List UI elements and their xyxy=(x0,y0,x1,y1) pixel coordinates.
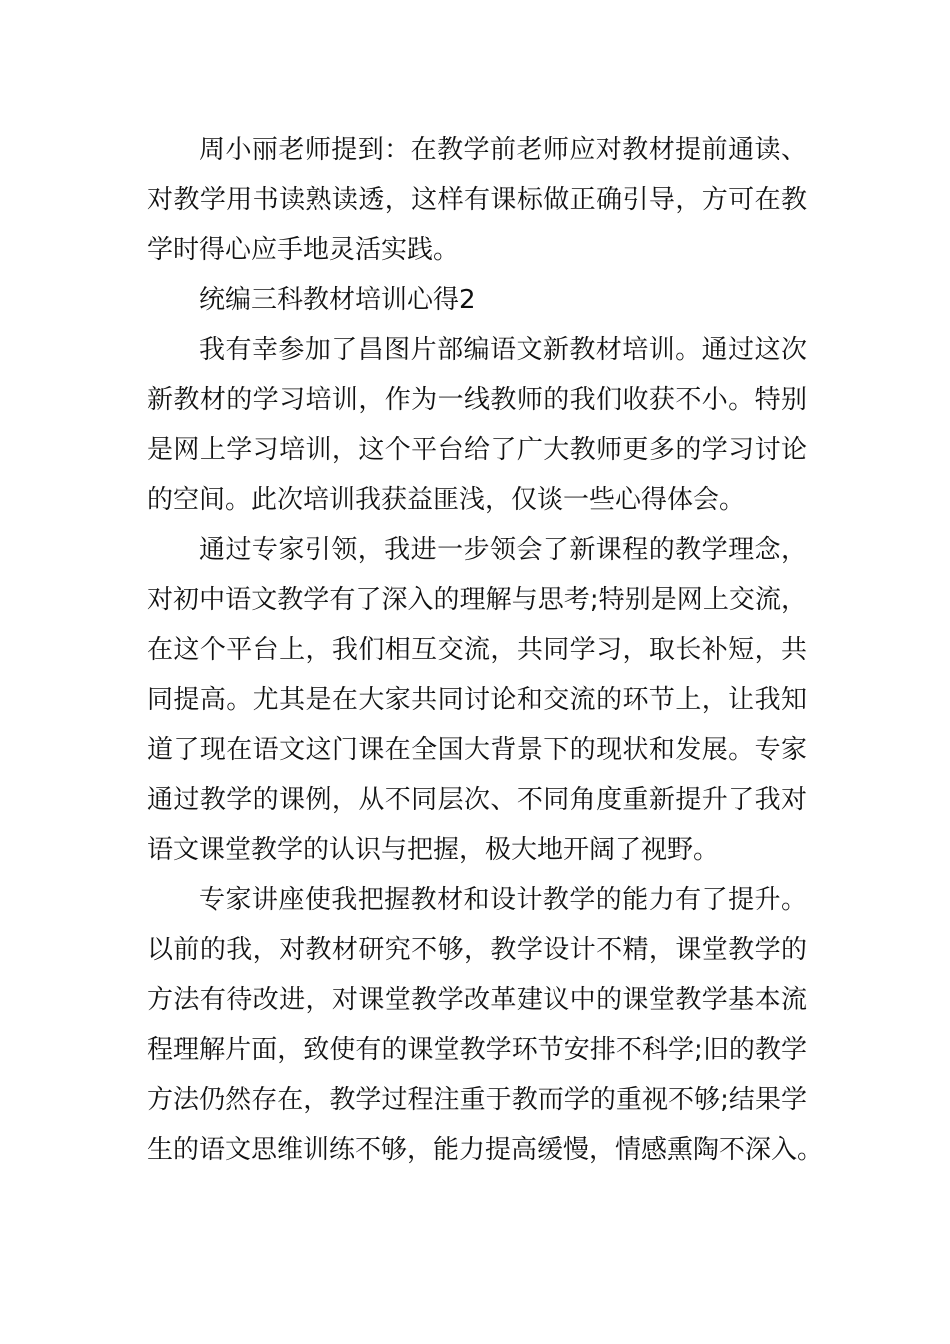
paragraph-line: 生的语文思维训练不够，能力提高缓慢，情感熏陶不深入。 xyxy=(147,1135,824,1165)
paragraph-line: 同提高。尤其是在大家共同讨论和交流的环节上，让我知 xyxy=(147,685,807,715)
paragraph-line: 语文课堂教学的认识与把握，极大地开阔了视野。 xyxy=(147,835,720,865)
paragraph-line: 通过教学的课例，从不同层次、不同角度重新提升了我对 xyxy=(147,785,807,815)
paragraph-line: 通过专家引领，我进一步领会了新课程的教学理念， xyxy=(199,535,807,565)
paragraph-line: 程理解片面，致使有的课堂教学环节安排不科学;旧的教学 xyxy=(147,1035,807,1065)
paragraph-line: 学时得心应手地灵活实践。 xyxy=(147,235,460,265)
paragraph-line: 我有幸参加了昌图片部编语文新教材培训。通过这次 xyxy=(199,335,807,365)
paragraph-line: 对教学用书读熟读透，这样有课标做正确引导，方可在教 xyxy=(147,185,807,215)
paragraph-line: 以前的我，对教材研究不够，教学设计不精，课堂教学的 xyxy=(147,935,807,965)
paragraph-line: 方法仍然存在，教学过程注重于教而学的重视不够;结果学 xyxy=(147,1085,807,1115)
paragraph-line: 道了现在语文这门课在全国大背景下的现状和发展。专家 xyxy=(147,735,807,765)
paragraph-line: 在这个平台上，我们相互交流，共同学习，取长补短，共 xyxy=(147,635,807,665)
paragraph-line: 方法有待改进，对课堂教学改革建议中的课堂教学基本流 xyxy=(147,985,807,1015)
paragraph-line: 的空间。此次培训我获益匪浅，仅谈一些心得体会。 xyxy=(147,485,746,515)
paragraph-line: 新教材的学习培训，作为一线教师的我们收获不小。特别 xyxy=(147,385,807,415)
paragraph-line: 是网上学习培训，这个平台给了广大教师更多的学习讨论 xyxy=(147,435,807,465)
paragraph-line: 周小丽老师提到：在教学前老师应对教材提前通读、 xyxy=(199,135,807,165)
paragraph-line: 专家讲座使我把握教材和设计教学的能力有了提升。 xyxy=(199,885,807,915)
section-heading: 统编三科教材培训心得2 xyxy=(199,285,476,315)
paragraph-line: 对初中语文教学有了深入的理解与思考;特别是网上交流， xyxy=(147,585,807,615)
